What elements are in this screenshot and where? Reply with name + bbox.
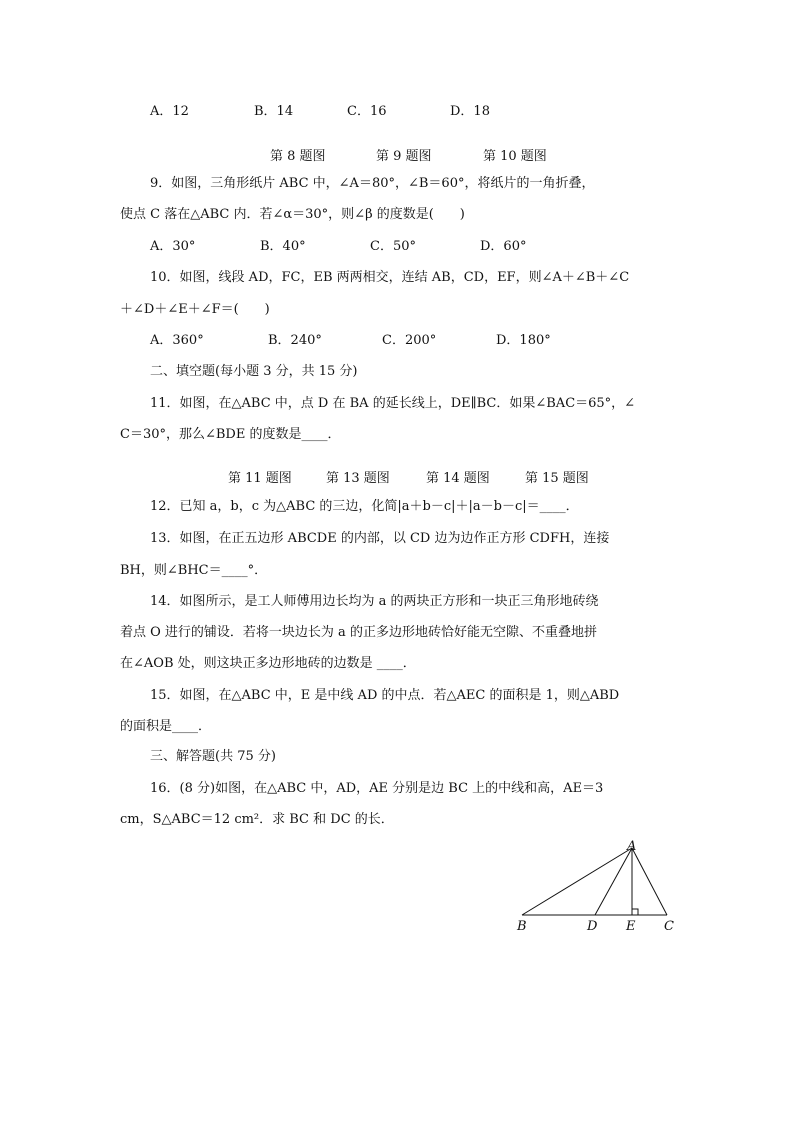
label-d: D bbox=[587, 919, 598, 934]
q13-line2: BH，则∠BHC＝____°． bbox=[120, 563, 268, 578]
side-ac bbox=[632, 848, 667, 915]
caption-fig13: 第 13 题图 bbox=[326, 471, 390, 486]
label-c: C bbox=[664, 919, 674, 934]
q12-line: 12．已知 a，b，c 为△ABC 的三边，化简|a＋b－c|＋|a－b－c|＝____． bbox=[150, 499, 579, 514]
q15-line2: 的面积是____． bbox=[120, 719, 212, 734]
q9-option-a: A．30° bbox=[150, 239, 196, 254]
caption-fig15: 第 15 题图 bbox=[525, 471, 589, 486]
side-ab bbox=[522, 848, 632, 915]
q10-line1: 10．如图，线段 AD，FC，EB 两两相交，连结 AB，CD，EF，则∠A＋∠B＋∠C bbox=[150, 270, 630, 285]
q14-line2: 着点 O 进行的铺设．若将一块边长为 a 的正多边形地砖恰好能无空隙、不重叠地拼 bbox=[120, 625, 597, 640]
caption-fig8: 第 8 题图 bbox=[270, 149, 326, 164]
caption-fig9: 第 9 题图 bbox=[376, 149, 432, 164]
q10-option-b: B．240° bbox=[268, 333, 322, 348]
q14-line3: 在∠AOB 处，则这块正多边形地砖的边数是 ____． bbox=[120, 656, 416, 671]
q8-option-d: D．18 bbox=[450, 104, 490, 119]
q15-line1: 15．如图，在△ABC 中，E 是中线 AD 的中点．若△AEC 的面积是 1，则△ABD bbox=[150, 688, 620, 703]
triangle-figure-q16 bbox=[510, 838, 685, 938]
label-a: A bbox=[627, 839, 637, 854]
caption-fig11: 第 11 题图 bbox=[228, 471, 292, 486]
q14-line1: 14．如图所示，是工人师傅用边长均为 a 的两块正方形和一块正三角形地砖绕 bbox=[150, 594, 599, 609]
q9-line2: 使点 C 落在△ABC 内．若∠α＝30°，则∠β 的度数是( ) bbox=[120, 207, 465, 222]
label-e: E bbox=[626, 919, 636, 934]
q10-option-d: D．180° bbox=[496, 333, 551, 348]
section3-title: 三、解答题(共 75 分) bbox=[150, 749, 276, 764]
q10-line2: ＋∠D＋∠E＋∠F＝( ) bbox=[120, 302, 270, 317]
q16-line2: cm，S△ABC＝12 cm²．求 BC 和 DC 的长． bbox=[120, 812, 394, 827]
q9-option-b: B．40° bbox=[260, 239, 306, 254]
caption-fig10: 第 10 题图 bbox=[483, 149, 547, 164]
q8-option-a: A．12 bbox=[150, 104, 189, 119]
q9-option-d: D．60° bbox=[480, 239, 527, 254]
q10-option-a: A．360° bbox=[150, 333, 204, 348]
q9-line1: 9．如图，三角形纸片 ABC 中，∠A＝80°，∠B＝60°，将纸片的一角折叠， bbox=[150, 176, 595, 191]
q9-option-c: C．50° bbox=[370, 239, 416, 254]
median-ad bbox=[595, 848, 632, 915]
q8-option-c: C．16 bbox=[347, 104, 387, 119]
q11-line1: 11．如图，在△ABC 中，点 D 在 BA 的延长线上，DE∥BC．如果∠BAC＝65°，∠ bbox=[150, 396, 636, 411]
q10-option-c: C．200° bbox=[382, 333, 437, 348]
q11-line2: C＝30°，那么∠BDE 的度数是____． bbox=[120, 427, 341, 442]
section2-title: 二、填空题(每小题 3 分，共 15 分) bbox=[150, 364, 358, 379]
label-b: B bbox=[517, 919, 527, 934]
q13-line1: 13．如图，在正五边形 ABCDE 的内部，以 CD 边为边作正方形 CDFH，连接 bbox=[150, 531, 610, 546]
q8-option-b: B．14 bbox=[254, 104, 294, 119]
right-angle-mark bbox=[632, 909, 638, 915]
q16-line1: 16．(8 分)如图，在△ABC 中，AD，AE 分别是边 BC 上的中线和高，AE＝3 bbox=[150, 781, 604, 796]
caption-fig14: 第 14 题图 bbox=[426, 471, 490, 486]
